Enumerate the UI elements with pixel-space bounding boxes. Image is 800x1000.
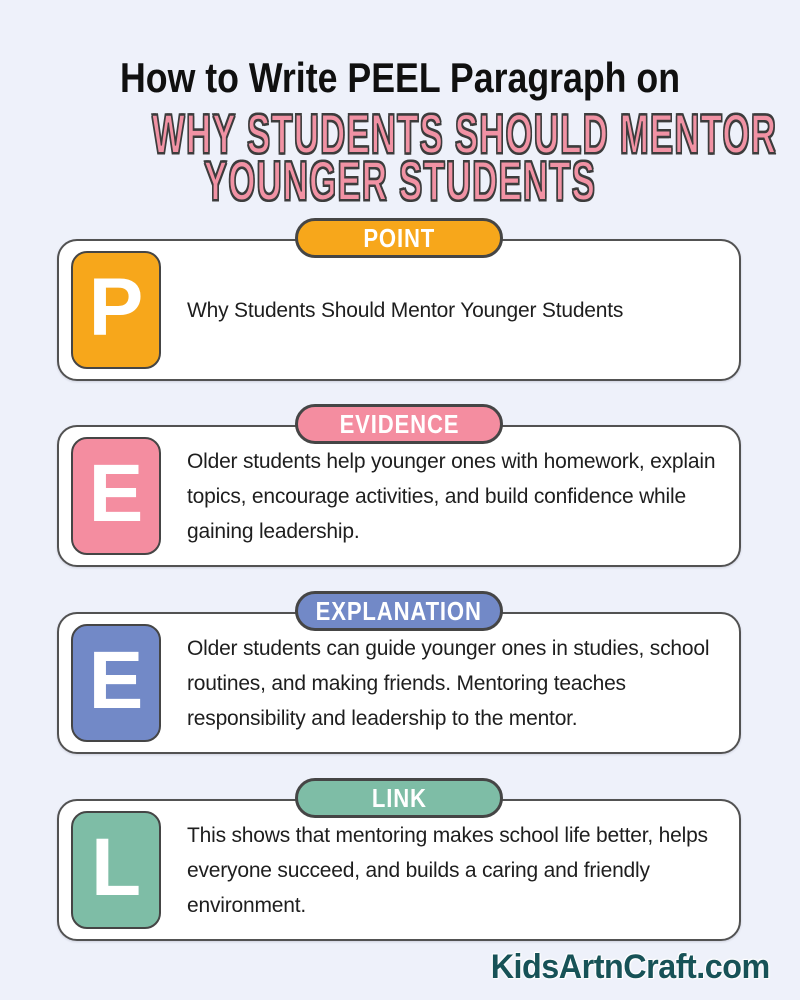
evidence-badge-label: EVIDENCE xyxy=(339,408,459,439)
link-letter: L xyxy=(90,822,142,913)
point-text: Why Students Should Mentor Younger Students xyxy=(187,298,624,322)
section-point xyxy=(57,222,741,381)
explanation-text: Older students can guide younger ones in studies, school routines, and making friends. Mentoring teaches responsibility and leadership to the mentor. xyxy=(187,636,710,730)
section-explanation xyxy=(57,595,741,754)
point-card xyxy=(57,239,741,381)
topic-heading xyxy=(0,102,800,212)
evidence-text: Older students help younger ones with homework, explain topics, encourage activities, and build confidence while gaining leadership. xyxy=(187,449,716,543)
point-letter: P xyxy=(88,262,144,353)
topic-line-1: WHY STUDENTS SHOULD MENTOR xyxy=(152,102,778,165)
evidence-badge xyxy=(295,404,503,444)
point-letter-box xyxy=(71,251,161,369)
explanation-letter-box xyxy=(71,624,161,742)
explanation-badge xyxy=(295,591,503,631)
evidence-card xyxy=(57,425,741,567)
explanation-letter: E xyxy=(88,635,144,726)
section-link xyxy=(57,782,741,941)
site-credit: KidsArtnCraft.com xyxy=(490,948,770,986)
link-badge-label: LINK xyxy=(371,782,427,813)
page-title: How to Write PEEL Paragraph on xyxy=(119,54,681,101)
link-card xyxy=(57,799,741,941)
point-badge-label: POINT xyxy=(363,222,435,253)
explanation-badge-label: EXPLANATION xyxy=(315,595,483,626)
link-badge xyxy=(295,778,503,818)
link-letter-box xyxy=(71,811,161,929)
evidence-letter: E xyxy=(88,448,144,539)
topic-line-2: YOUNGER STUDENTS xyxy=(203,149,597,212)
link-text: This shows that mentoring makes school life better, helps everyone succeed, and builds a caring and friendly environment. xyxy=(187,823,708,917)
evidence-letter-box xyxy=(71,437,161,555)
explanation-card xyxy=(57,612,741,754)
section-evidence xyxy=(57,408,741,567)
point-badge xyxy=(295,218,503,258)
